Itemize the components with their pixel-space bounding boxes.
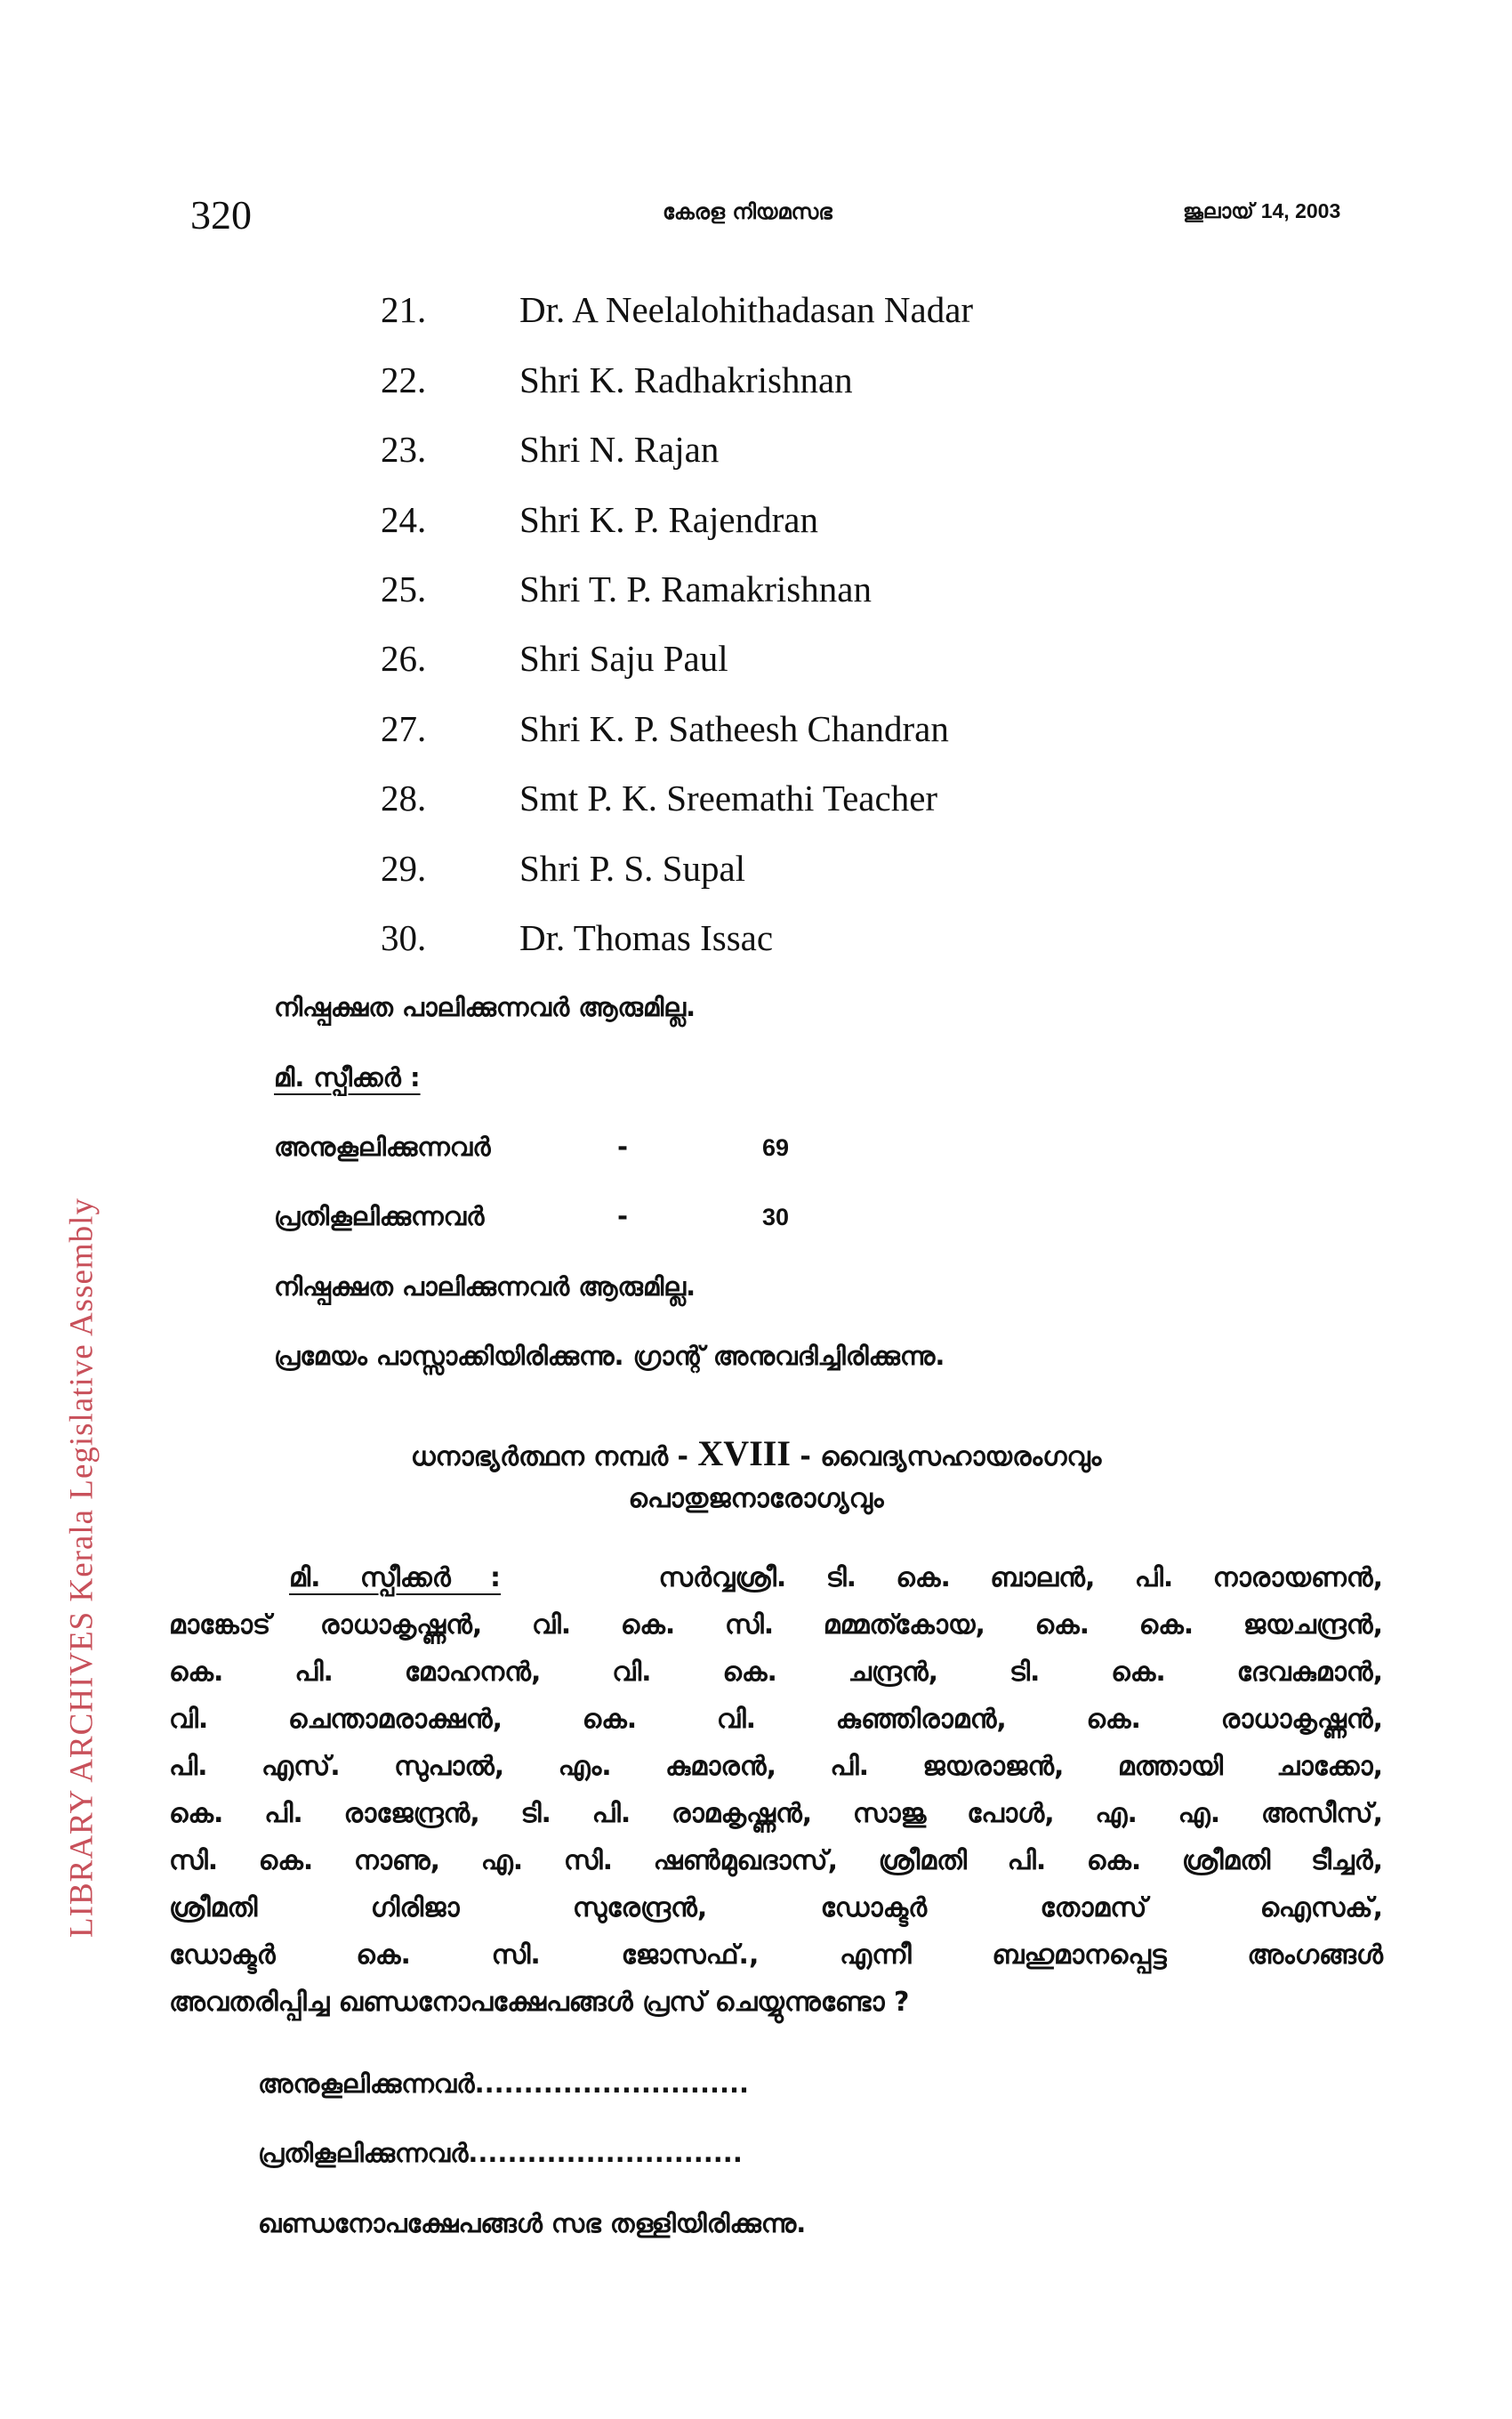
paragraph-line: കെ. പി. മോഹനൻ, വി. കെ. ചന്ദ്രൻ, ടി. കെ. ദേവകുമാൻ, — [169, 1657, 1383, 1688]
member-number: 22. — [381, 359, 427, 400]
member-number: 24. — [381, 499, 427, 540]
noes-label: പ്രതികൂലിക്കുന്നവർ — [274, 1201, 485, 1231]
page-number: 320 — [190, 192, 252, 238]
member-name: Dr. A Neelalohithadasan Nadar — [519, 289, 974, 330]
paragraph-line: മാങ്കോട് രാധാകൃഷ്ണൻ, വി. കെ. സി. മമ്മത്കോയ, കെ. കെ. ജയചന്ദ്രൻ, — [169, 1609, 1383, 1641]
ayes-count: 69 — [762, 1134, 790, 1161]
cut-motion-paragraph — [169, 1554, 1383, 2026]
member-number: 26. — [381, 638, 427, 679]
neutral-statement: നിഷ്പക്ഷത പാലിക്കുന്നവർ ആരുമില്ല. — [274, 1271, 696, 1302]
paragraph-line: ഡോക്ടർ കെ. സി. ജോസഫ്., എന്നീ ബഹുമാനപ്പെട്ട അംഗങ്ങൾ — [169, 1939, 1383, 1971]
paragraph-speaker-label: മി. സ്പീക്കർ : — [289, 1562, 502, 1593]
member-number: 23. — [381, 429, 427, 470]
paragraph-line: ശ്രീമതി ഗിരിജാ സുരേന്ദ്രൻ, ഡോക്ടർ തോമസ് ഐസക്, — [169, 1892, 1383, 1923]
paragraph-line: വി. ചെന്താമരാക്ഷൻ, കെ. വി. കുഞ്ഞിരാമൻ, കെ. രാധാകൃഷ്ണൻ, — [169, 1704, 1383, 1735]
member-name: Shri T. P. Ramakrishnan — [519, 568, 872, 609]
neutral-statement: നിഷ്പക്ഷത പാലിക്കുന്നവർ ആരുമില്ല. — [274, 992, 696, 1022]
demand-heading-prefix: ധനാഭ്യർത്ഥന നമ്പർ - — [410, 1441, 688, 1472]
member-name: Shri Saju Paul — [519, 638, 728, 679]
header-title: കേരള നിയമസഭ — [663, 199, 832, 224]
member-name: Shri K. P. Satheesh Chandran — [519, 708, 949, 749]
demand-subheading: പൊതുജനാരോഗ്യവും — [628, 1483, 884, 1514]
member-number: 25. — [381, 568, 427, 609]
paragraph-line: പി. എസ്. സുപാൽ, എം. കുമാരൻ, പി. ജയരാജൻ, മത്തായി ചാക്കോ, — [169, 1751, 1383, 1782]
member-name: Smt P. K. Sreemathi Teacher — [519, 778, 938, 818]
speaker-label: മി. സ്പീക്കർ : — [274, 1062, 421, 1093]
header-date-month: ജൂലായ് — [1183, 200, 1254, 223]
ayes-label: അനുകൂലിക്കുന്നവർ — [274, 1132, 491, 1162]
demand-heading-suffix: - വൈദ്യസഹായരംഗവും — [800, 1441, 1102, 1472]
member-name: Shri K. Radhakrishnan — [519, 359, 853, 400]
archive-watermark: LIBRARY ARCHIVES Kerala Legislative Assembly — [63, 1197, 101, 1938]
paragraph-line: സി. കെ. നാണു, എ. സി. ഷൺമുഖദാസ്, ശ്രീമതി പി. കെ. ശ്രീമതി ടീച്ചർ, — [169, 1845, 1383, 1876]
member-number: 21. — [381, 289, 427, 330]
member-number: 28. — [381, 778, 427, 818]
member-number: 29. — [381, 848, 427, 889]
member-name: Shri P. S. Supal — [519, 848, 746, 889]
member-name: Shri N. Rajan — [519, 429, 720, 470]
paragraph-line: കെ. പി. രാജേന്ദ്രൻ, ടി. പി. രാമകൃഷ്ണൻ, സാജു പോൾ, എ. എ. അസീസ്, — [169, 1798, 1383, 1829]
noes-prompt: പ്രതികൂലിക്കുന്നവർ............................ — [258, 2138, 743, 2168]
member-number: 30. — [381, 917, 427, 958]
member-name: Dr. Thomas Issac — [519, 917, 774, 958]
ayes-prompt: അനുകൂലിക്കുന്നവർ............................ — [258, 2068, 750, 2099]
demand-heading — [0, 1432, 1512, 1474]
header-date — [1183, 199, 1340, 223]
member-number: 27. — [381, 708, 427, 749]
paragraph-line: അവതരിപ്പിച്ച ഖണ്ഡനോപക്ഷേപങ്ങൾ പ്രസ് ചെയ്യുന്നുണ്ടോ ? — [169, 1987, 910, 2018]
demand-number: XVIII — [697, 1433, 791, 1473]
ayes-dash: - — [617, 1132, 629, 1162]
header-date-day-year: 14, 2003 — [1260, 199, 1341, 222]
paragraph-line — [169, 1554, 1383, 1601]
paragraph-line-text: സർവ്വശ്രീ. ടി. കെ. ബാലൻ, പി. നാരായണൻ, — [658, 1562, 1383, 1593]
closing-statement: ഖണ്ഡനോപക്ഷേപങ്ങൾ സഭ തള്ളിയിരിക്കുന്നു. — [258, 2208, 807, 2238]
noes-dash: - — [617, 1201, 629, 1231]
noes-count: 30 — [762, 1204, 790, 1230]
result-statement: പ്രമേയം പാസ്സാക്കിയിരിക്കുന്നു. ഗ്രാന്റ് അനുവദിച്ചിരിക്കുന്നു. — [274, 1341, 945, 1371]
member-name: Shri K. P. Rajendran — [519, 499, 818, 540]
